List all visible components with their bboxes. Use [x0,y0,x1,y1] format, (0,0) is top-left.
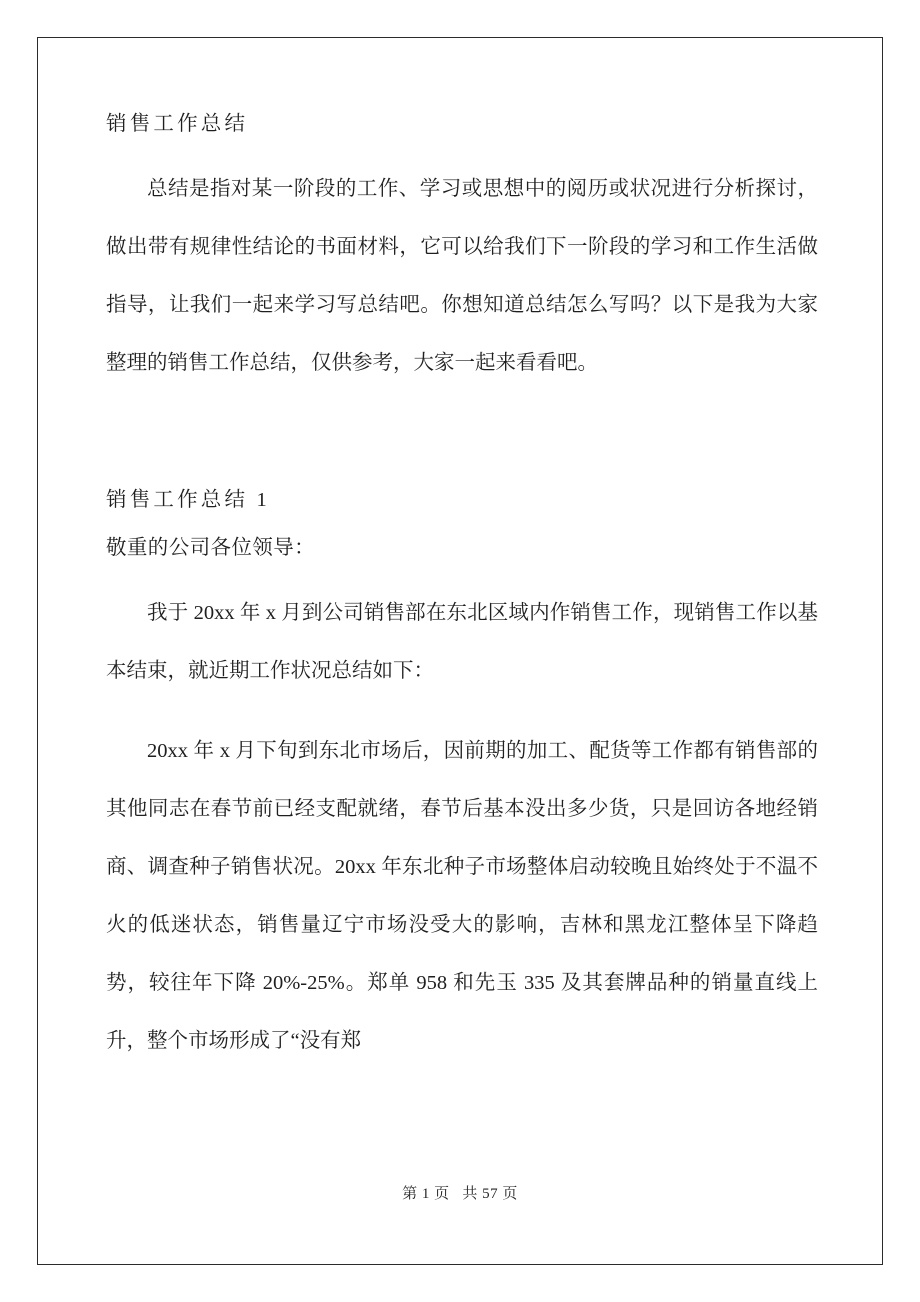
page-number-text: 第 1 页 共 57 页 [402,1186,518,1202]
spacer [106,392,818,476]
document-content [106,100,818,1070]
salutation-line: 敬重的公司各位领导： [106,537,315,559]
intro-paragraph: 总结是指对某一阶段的工作、学习或思想中的阅历或状况进行分析探讨，做出带有规律性结论的书面材料，它可以给我们下一阶段的学习和工作生活做指导，让我们一起来学习写总结吧。你想知道总结怎么写吗？以下是我为大家整理的销售工作总结，仅供参考，大家一起来看看吧。 [106,178,818,374]
page-footer [38,1182,882,1203]
page-title: 销售工作总结 [106,113,249,135]
spacer [106,700,818,722]
body-paragraph-1: 我于 20xx 年 x 月到公司销售部在东北区域内作销售工作，现销售工作以基本结束，就近期工作状况总结如下： [106,602,818,682]
spacer [106,572,818,584]
section-heading: 销售工作总结 1 [106,489,270,511]
body-paragraph-2: 20xx 年 x 月下旬到东北市场后，因前期的加工、配货等工作都有销售部的其他同志在春节前已经支配就绪，春节后基本没出多少货，只是回访各地经销商、调查种子销售状况。20xx 年东北种子市场整体启动较晚且始终处于不温不火的低迷状态，销售量辽宁市场没受大的影响，吉林和黑龙江整体呈下降趋势，较往年下降 20%-25%。郑单 958 和先玉 335 及其套牌品种的销量直线上升，整个市场形成了“没有郑 [106,740,818,1052]
spacer [106,148,818,160]
document-page-frame [37,37,883,1265]
